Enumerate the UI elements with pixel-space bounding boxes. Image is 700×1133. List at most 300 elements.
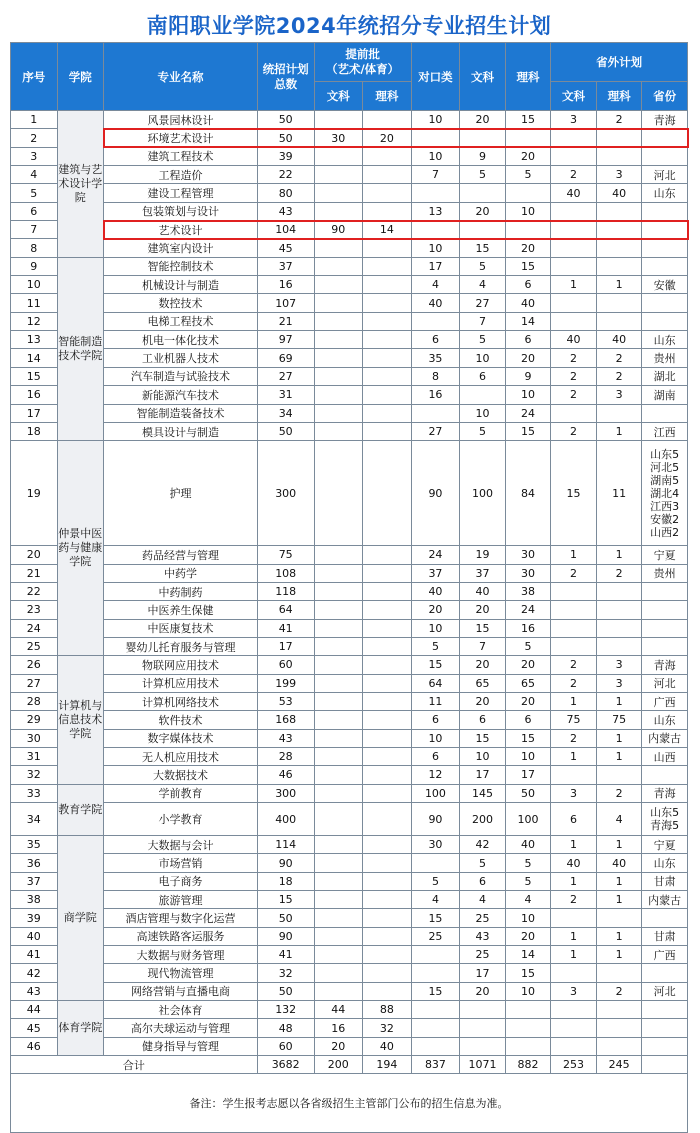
cell-early-science: 88 xyxy=(363,1001,412,1019)
cell-major: 婴幼儿托育服务与管理 xyxy=(104,637,258,655)
cell-out-science xyxy=(596,239,642,257)
header-vocational: 对口类 xyxy=(411,43,460,111)
cell-arts xyxy=(460,184,506,202)
college-cell: 计算机与信息技术学院 xyxy=(57,656,104,784)
cell-out-arts: 2 xyxy=(551,674,597,692)
cell-science: 50 xyxy=(505,784,551,802)
college-cell: 教育学院 xyxy=(57,784,104,835)
cell-early-science xyxy=(363,331,412,349)
cell-plan-total: 300 xyxy=(257,441,314,546)
cell-vocational: 30 xyxy=(411,836,460,854)
cell-province xyxy=(642,964,688,982)
cell-major: 计算机网络技术 xyxy=(104,692,258,710)
cell-major: 护理 xyxy=(104,441,258,546)
cell-early-science xyxy=(363,946,412,964)
cell-science: 6 xyxy=(505,331,551,349)
table-row xyxy=(11,927,688,945)
cell-early-arts xyxy=(314,982,363,1000)
cell-province: 山东 xyxy=(642,331,688,349)
table-row xyxy=(11,349,688,367)
cell-out-science xyxy=(596,202,642,220)
cell-province: 河北 xyxy=(642,982,688,1000)
cell-early-arts xyxy=(314,766,363,784)
cell-major: 中医养生保健 xyxy=(104,601,258,619)
cell-out-science: 1 xyxy=(596,927,642,945)
cell-out-arts: 3 xyxy=(551,982,597,1000)
cell-out-science: 3 xyxy=(596,386,642,404)
cell-arts: 10 xyxy=(460,747,506,765)
total-value: 1071 xyxy=(460,1056,506,1074)
total-value: 194 xyxy=(363,1056,412,1074)
cell-major: 健身指导与管理 xyxy=(104,1037,258,1055)
cell-early-arts xyxy=(314,854,363,872)
cell-out-science: 1 xyxy=(596,276,642,294)
cell-vocational: 5 xyxy=(411,637,460,655)
table-row xyxy=(11,422,688,440)
cell-science: 24 xyxy=(505,404,551,422)
cell-major: 环境艺术设计 xyxy=(104,129,258,147)
header-major: 专业名称 xyxy=(104,43,258,111)
table-row xyxy=(11,836,688,854)
cell-arts: 15 xyxy=(460,239,506,257)
header-early-arts: 文科 xyxy=(314,82,363,111)
header-college: 学院 xyxy=(57,43,104,111)
cell-arts: 15 xyxy=(460,729,506,747)
cell-arts: 200 xyxy=(460,803,506,836)
cell-out-science: 2 xyxy=(596,982,642,1000)
cell-early-arts xyxy=(314,312,363,330)
cell-plan-total: 50 xyxy=(257,129,314,147)
cell-vocational xyxy=(411,129,460,147)
cell-early-arts xyxy=(314,582,363,600)
cell-plan-total: 118 xyxy=(257,582,314,600)
cell-out-science xyxy=(596,601,642,619)
cell-seq: 31 xyxy=(11,747,58,765)
cell-early-science xyxy=(363,404,412,422)
cell-arts: 5 xyxy=(460,422,506,440)
table-row xyxy=(11,276,688,294)
cell-vocational: 4 xyxy=(411,276,460,294)
cell-science: 10 xyxy=(505,202,551,220)
cell-province xyxy=(642,582,688,600)
table-row xyxy=(11,637,688,655)
table-row xyxy=(11,891,688,909)
cell-major: 数控技术 xyxy=(104,294,258,312)
cell-science: 16 xyxy=(505,619,551,637)
cell-seq: 33 xyxy=(11,784,58,802)
cell-science: 6 xyxy=(505,711,551,729)
cell-province xyxy=(642,221,688,239)
cell-out-arts: 1 xyxy=(551,836,597,854)
cell-province xyxy=(642,147,688,165)
cell-plan-total: 50 xyxy=(257,111,314,129)
cell-plan-total: 34 xyxy=(257,404,314,422)
cell-out-arts xyxy=(551,312,597,330)
table-body xyxy=(11,111,688,1133)
cell-plan-total: 104 xyxy=(257,221,314,239)
cell-out-arts: 75 xyxy=(551,711,597,729)
cell-early-science xyxy=(363,766,412,784)
cell-major: 社会体育 xyxy=(104,1001,258,1019)
cell-seq: 38 xyxy=(11,891,58,909)
cell-early-science xyxy=(363,239,412,257)
cell-plan-total: 16 xyxy=(257,276,314,294)
cell-arts: 10 xyxy=(460,349,506,367)
cell-major: 新能源汽车技术 xyxy=(104,386,258,404)
cell-science: 15 xyxy=(505,422,551,440)
cell-major: 艺术设计 xyxy=(104,221,258,239)
cell-early-arts xyxy=(314,674,363,692)
cell-arts: 145 xyxy=(460,784,506,802)
cell-early-science xyxy=(363,276,412,294)
cell-province: 青海 xyxy=(642,656,688,674)
cell-seq: 34 xyxy=(11,803,58,836)
table-row xyxy=(11,784,688,802)
cell-major: 中医康复技术 xyxy=(104,619,258,637)
cell-out-arts xyxy=(551,1019,597,1037)
cell-province: 广西 xyxy=(642,946,688,964)
cell-province: 山西 xyxy=(642,747,688,765)
cell-province: 广西 xyxy=(642,692,688,710)
cell-early-arts: 90 xyxy=(314,221,363,239)
table-row xyxy=(11,692,688,710)
table-row xyxy=(11,1001,688,1019)
cell-plan-total: 50 xyxy=(257,909,314,927)
cell-out-arts xyxy=(551,619,597,637)
cell-major: 工业机器人技术 xyxy=(104,349,258,367)
cell-early-arts xyxy=(314,729,363,747)
cell-early-arts xyxy=(314,202,363,220)
cell-early-arts xyxy=(314,927,363,945)
cell-plan-total: 28 xyxy=(257,747,314,765)
table-row xyxy=(11,711,688,729)
cell-arts: 5 xyxy=(460,331,506,349)
cell-vocational: 10 xyxy=(411,111,460,129)
header-seq: 序号 xyxy=(11,43,58,111)
cell-out-science xyxy=(596,582,642,600)
cell-out-arts xyxy=(551,147,597,165)
cell-out-science: 2 xyxy=(596,784,642,802)
cell-major: 风景园林设计 xyxy=(104,111,258,129)
cell-early-arts xyxy=(314,276,363,294)
cell-seq: 20 xyxy=(11,546,58,564)
cell-science: 100 xyxy=(505,803,551,836)
cell-early-science xyxy=(363,803,412,836)
cell-plan-total: 22 xyxy=(257,166,314,184)
table-row xyxy=(11,964,688,982)
cell-vocational: 10 xyxy=(411,619,460,637)
table-row xyxy=(11,147,688,165)
cell-vocational: 64 xyxy=(411,674,460,692)
cell-seq: 23 xyxy=(11,601,58,619)
cell-province xyxy=(642,294,688,312)
total-value: 882 xyxy=(505,1056,551,1074)
cell-seq: 29 xyxy=(11,711,58,729)
cell-science xyxy=(505,1019,551,1037)
cell-province: 宁夏 xyxy=(642,546,688,564)
cell-seq: 9 xyxy=(11,257,58,275)
cell-out-science xyxy=(596,147,642,165)
cell-vocational: 90 xyxy=(411,803,460,836)
cell-early-arts xyxy=(314,964,363,982)
table-row xyxy=(11,601,688,619)
header-early-batch: 提前批 （艺术/体育） xyxy=(314,43,411,82)
cell-plan-total: 300 xyxy=(257,784,314,802)
cell-arts: 5 xyxy=(460,257,506,275)
cell-early-science xyxy=(363,784,412,802)
cell-out-arts: 40 xyxy=(551,854,597,872)
cell-early-arts xyxy=(314,656,363,674)
cell-out-arts xyxy=(551,294,597,312)
cell-major: 市场营销 xyxy=(104,854,258,872)
cell-out-science: 1 xyxy=(596,836,642,854)
cell-out-arts: 2 xyxy=(551,349,597,367)
cell-early-arts xyxy=(314,441,363,546)
cell-arts xyxy=(460,386,506,404)
cell-science: 20 xyxy=(505,349,551,367)
cell-province: 湖南 xyxy=(642,386,688,404)
cell-plan-total: 199 xyxy=(257,674,314,692)
cell-science: 15 xyxy=(505,257,551,275)
total-value: 837 xyxy=(411,1056,460,1074)
college-cell: 仲景中医药与健康学院 xyxy=(57,441,104,656)
cell-out-science: 3 xyxy=(596,166,642,184)
cell-plan-total: 64 xyxy=(257,601,314,619)
cell-early-science xyxy=(363,166,412,184)
cell-province: 江西 xyxy=(642,422,688,440)
cell-early-science xyxy=(363,964,412,982)
cell-early-arts xyxy=(314,711,363,729)
header-science: 理科 xyxy=(505,43,551,111)
cell-plan-total: 90 xyxy=(257,854,314,872)
cell-seq: 2 xyxy=(11,129,58,147)
cell-out-science: 2 xyxy=(596,564,642,582)
cell-arts: 25 xyxy=(460,909,506,927)
cell-plan-total: 50 xyxy=(257,422,314,440)
cell-science: 4 xyxy=(505,891,551,909)
cell-vocational xyxy=(411,964,460,982)
cell-early-science xyxy=(363,184,412,202)
cell-arts: 17 xyxy=(460,964,506,982)
cell-major: 无人机应用技术 xyxy=(104,747,258,765)
cell-plan-total: 43 xyxy=(257,202,314,220)
cell-arts: 17 xyxy=(460,766,506,784)
cell-plan-total: 400 xyxy=(257,803,314,836)
cell-early-arts xyxy=(314,166,363,184)
cell-science: 20 xyxy=(505,656,551,674)
cell-major: 智能制造装备技术 xyxy=(104,404,258,422)
cell-science: 10 xyxy=(505,386,551,404)
cell-province: 山东 xyxy=(642,854,688,872)
table-row xyxy=(11,909,688,927)
cell-province: 内蒙古 xyxy=(642,729,688,747)
cell-major: 电子商务 xyxy=(104,872,258,890)
cell-science: 30 xyxy=(505,564,551,582)
cell-seq: 32 xyxy=(11,766,58,784)
cell-seq: 43 xyxy=(11,982,58,1000)
page-title: 南阳职业学院2024年统招分专业招生计划 xyxy=(146,14,552,38)
cell-out-arts: 2 xyxy=(551,422,597,440)
cell-early-science: 20 xyxy=(363,129,412,147)
cell-major: 高尔夫球运动与管理 xyxy=(104,1019,258,1037)
cell-out-science xyxy=(596,637,642,655)
cell-arts: 6 xyxy=(460,367,506,385)
total-value xyxy=(642,1056,688,1074)
cell-science: 15 xyxy=(505,729,551,747)
cell-early-arts xyxy=(314,784,363,802)
cell-province: 安徽 xyxy=(642,276,688,294)
table-row xyxy=(11,872,688,890)
cell-province: 湖北 xyxy=(642,367,688,385)
cell-plan-total: 75 xyxy=(257,546,314,564)
cell-early-arts xyxy=(314,637,363,655)
cell-vocational: 27 xyxy=(411,422,460,440)
cell-early-science xyxy=(363,692,412,710)
cell-vocational: 5 xyxy=(411,872,460,890)
cell-science: 20 xyxy=(505,692,551,710)
cell-plan-total: 107 xyxy=(257,294,314,312)
cell-out-science: 40 xyxy=(596,854,642,872)
cell-science: 10 xyxy=(505,747,551,765)
cell-vocational: 24 xyxy=(411,546,460,564)
cell-out-science: 2 xyxy=(596,349,642,367)
cell-plan-total: 43 xyxy=(257,729,314,747)
cell-out-science: 1 xyxy=(596,747,642,765)
table-row xyxy=(11,803,688,836)
cell-arts: 7 xyxy=(460,637,506,655)
table-row xyxy=(11,564,688,582)
cell-science: 40 xyxy=(505,836,551,854)
table-row xyxy=(11,294,688,312)
cell-arts: 27 xyxy=(460,294,506,312)
cell-early-science xyxy=(363,147,412,165)
cell-out-science xyxy=(596,1001,642,1019)
cell-seq: 13 xyxy=(11,331,58,349)
cell-early-science xyxy=(363,294,412,312)
cell-science: 5 xyxy=(505,854,551,872)
cell-arts: 20 xyxy=(460,692,506,710)
cell-out-arts xyxy=(551,129,597,147)
cell-major: 学前教育 xyxy=(104,784,258,802)
cell-arts: 7 xyxy=(460,312,506,330)
cell-seq: 45 xyxy=(11,1019,58,1037)
cell-province: 河北 xyxy=(642,166,688,184)
table-row xyxy=(11,766,688,784)
cell-plan-total: 108 xyxy=(257,564,314,582)
cell-early-arts xyxy=(314,747,363,765)
cell-major: 模具设计与制造 xyxy=(104,422,258,440)
cell-vocational: 15 xyxy=(411,909,460,927)
cell-province: 贵州 xyxy=(642,564,688,582)
cell-plan-total: 132 xyxy=(257,1001,314,1019)
cell-out-arts xyxy=(551,404,597,422)
cell-major: 大数据与会计 xyxy=(104,836,258,854)
cell-science: 15 xyxy=(505,964,551,982)
cell-seq: 25 xyxy=(11,637,58,655)
header-plan-total: 统招计划总数 xyxy=(257,43,314,111)
cell-arts: 4 xyxy=(460,891,506,909)
cell-province: 贵州 xyxy=(642,349,688,367)
cell-out-arts: 15 xyxy=(551,441,597,546)
cell-out-science: 40 xyxy=(596,331,642,349)
cell-early-arts xyxy=(314,692,363,710)
cell-early-science xyxy=(363,909,412,927)
cell-vocational: 4 xyxy=(411,891,460,909)
cell-arts: 37 xyxy=(460,564,506,582)
cell-early-science xyxy=(363,564,412,582)
cell-out-arts: 2 xyxy=(551,891,597,909)
cell-major: 小学教育 xyxy=(104,803,258,836)
table-row xyxy=(11,582,688,600)
cell-major: 中药制药 xyxy=(104,582,258,600)
cell-seq: 8 xyxy=(11,239,58,257)
cell-out-science: 3 xyxy=(596,674,642,692)
cell-arts: 20 xyxy=(460,202,506,220)
cell-early-arts: 20 xyxy=(314,1037,363,1055)
cell-out-science: 1 xyxy=(596,692,642,710)
cell-seq: 30 xyxy=(11,729,58,747)
cell-science: 5 xyxy=(505,637,551,655)
table-row xyxy=(11,111,688,129)
cell-plan-total: 50 xyxy=(257,982,314,1000)
table-row xyxy=(11,331,688,349)
cell-seq: 44 xyxy=(11,1001,58,1019)
college-cell: 建筑与艺术设计学院 xyxy=(57,111,104,258)
cell-early-science xyxy=(363,872,412,890)
cell-out-arts: 1 xyxy=(551,276,597,294)
cell-science xyxy=(505,1037,551,1055)
cell-early-science: 40 xyxy=(363,1037,412,1055)
cell-seq: 27 xyxy=(11,674,58,692)
cell-province xyxy=(642,129,688,147)
cell-science: 20 xyxy=(505,927,551,945)
cell-plan-total: 39 xyxy=(257,147,314,165)
cell-seq: 41 xyxy=(11,946,58,964)
cell-vocational: 20 xyxy=(411,601,460,619)
cell-vocational: 6 xyxy=(411,747,460,765)
cell-out-arts: 2 xyxy=(551,367,597,385)
cell-plan-total: 168 xyxy=(257,711,314,729)
cell-early-arts xyxy=(314,909,363,927)
table-row xyxy=(11,656,688,674)
cell-province: 内蒙古 xyxy=(642,891,688,909)
cell-early-arts xyxy=(314,257,363,275)
cell-out-arts: 40 xyxy=(551,184,597,202)
cell-plan-total: 37 xyxy=(257,257,314,275)
table-row xyxy=(11,946,688,964)
cell-major: 软件技术 xyxy=(104,711,258,729)
cell-out-arts: 2 xyxy=(551,729,597,747)
table-row xyxy=(11,129,688,147)
cell-vocational xyxy=(411,221,460,239)
cell-vocational: 37 xyxy=(411,564,460,582)
cell-seq: 21 xyxy=(11,564,58,582)
cell-arts xyxy=(460,129,506,147)
cell-out-arts xyxy=(551,909,597,927)
cell-vocational xyxy=(411,312,460,330)
cell-major: 中药学 xyxy=(104,564,258,582)
cell-out-science xyxy=(596,404,642,422)
cell-province xyxy=(642,239,688,257)
cell-province xyxy=(642,257,688,275)
cell-seq: 10 xyxy=(11,276,58,294)
cell-arts xyxy=(460,1001,506,1019)
total-label: 合计 xyxy=(11,1056,258,1074)
cell-vocational: 25 xyxy=(411,927,460,945)
cell-seq: 14 xyxy=(11,349,58,367)
cell-vocational xyxy=(411,404,460,422)
table-row xyxy=(11,239,688,257)
